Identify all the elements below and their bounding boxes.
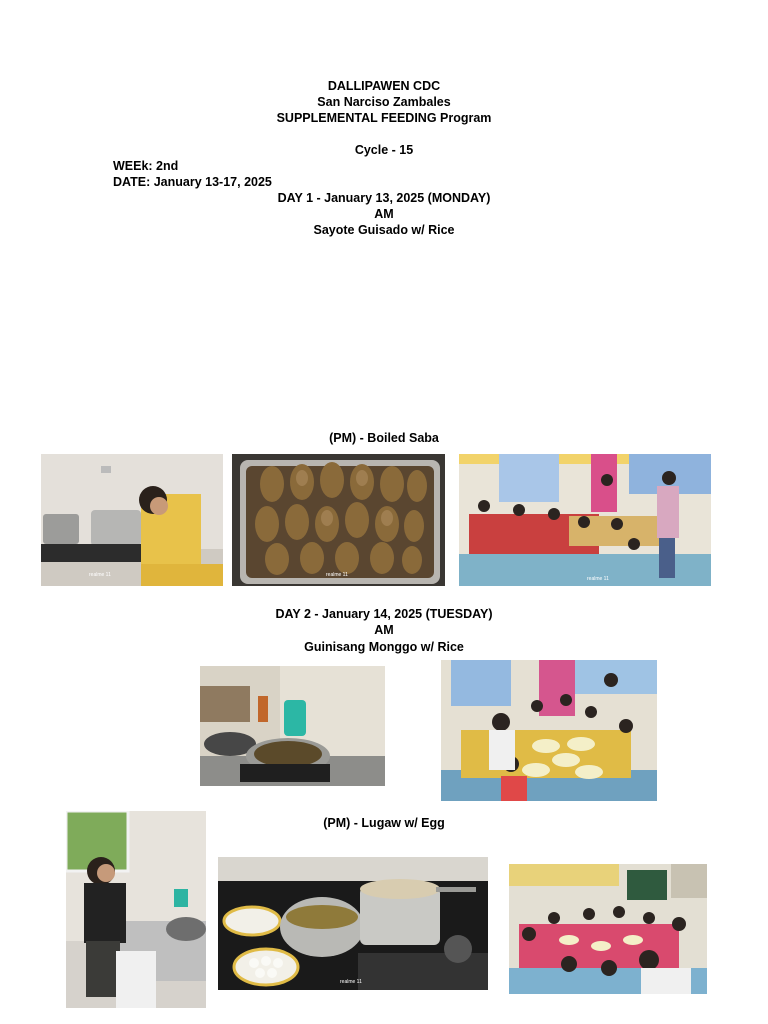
photo-lugaw-pots-and-eggs [218,857,488,990]
location: San Narciso Zambales [317,95,451,109]
kids-photo-watermark: realme 11 [587,576,609,582]
cycle-label: Cycle - 15 [354,143,414,157]
lugaw-photo-watermark: realme 11 [340,979,362,985]
photo-children-classroom-day2-pm [509,864,707,994]
saba-photo-watermark: realme 11 [326,572,348,578]
cdc-name: DALLIPAWEN CDC [327,79,441,93]
photo-monggo-in-wok [200,666,385,786]
photo-children-eating-day1 [459,454,711,586]
photo-cook-in-kitchen [66,811,206,1008]
day1-title: DAY 1 - January 13, 2025 (MONDAY) [277,191,491,205]
photo-boiled-saba-tray [232,454,445,586]
day2-am-label: AM [374,623,394,637]
day2-pm-menu: (PM) - Lugaw w/ Egg [323,816,445,830]
week-label: WEEk: 2nd [113,159,179,173]
cook-photo-watermark: realme 11 [89,572,111,578]
date-label: DATE: January 13-17, 2025 [113,175,272,189]
day1-am-label: AM [374,207,394,221]
program-title: SUPPLEMENTAL FEEDING Program [276,111,492,125]
photo-cook-at-stove [41,454,223,586]
photo-children-eating-day2 [441,660,657,801]
day2-title: DAY 2 - January 14, 2025 (TUESDAY) [275,607,493,621]
day1-am-menu: Sayote Guisado w/ Rice [313,223,455,237]
day1-pm-menu: (PM) - Boiled Saba [329,431,439,445]
day2-am-menu: Guinisang Monggo w/ Rice [304,640,464,654]
